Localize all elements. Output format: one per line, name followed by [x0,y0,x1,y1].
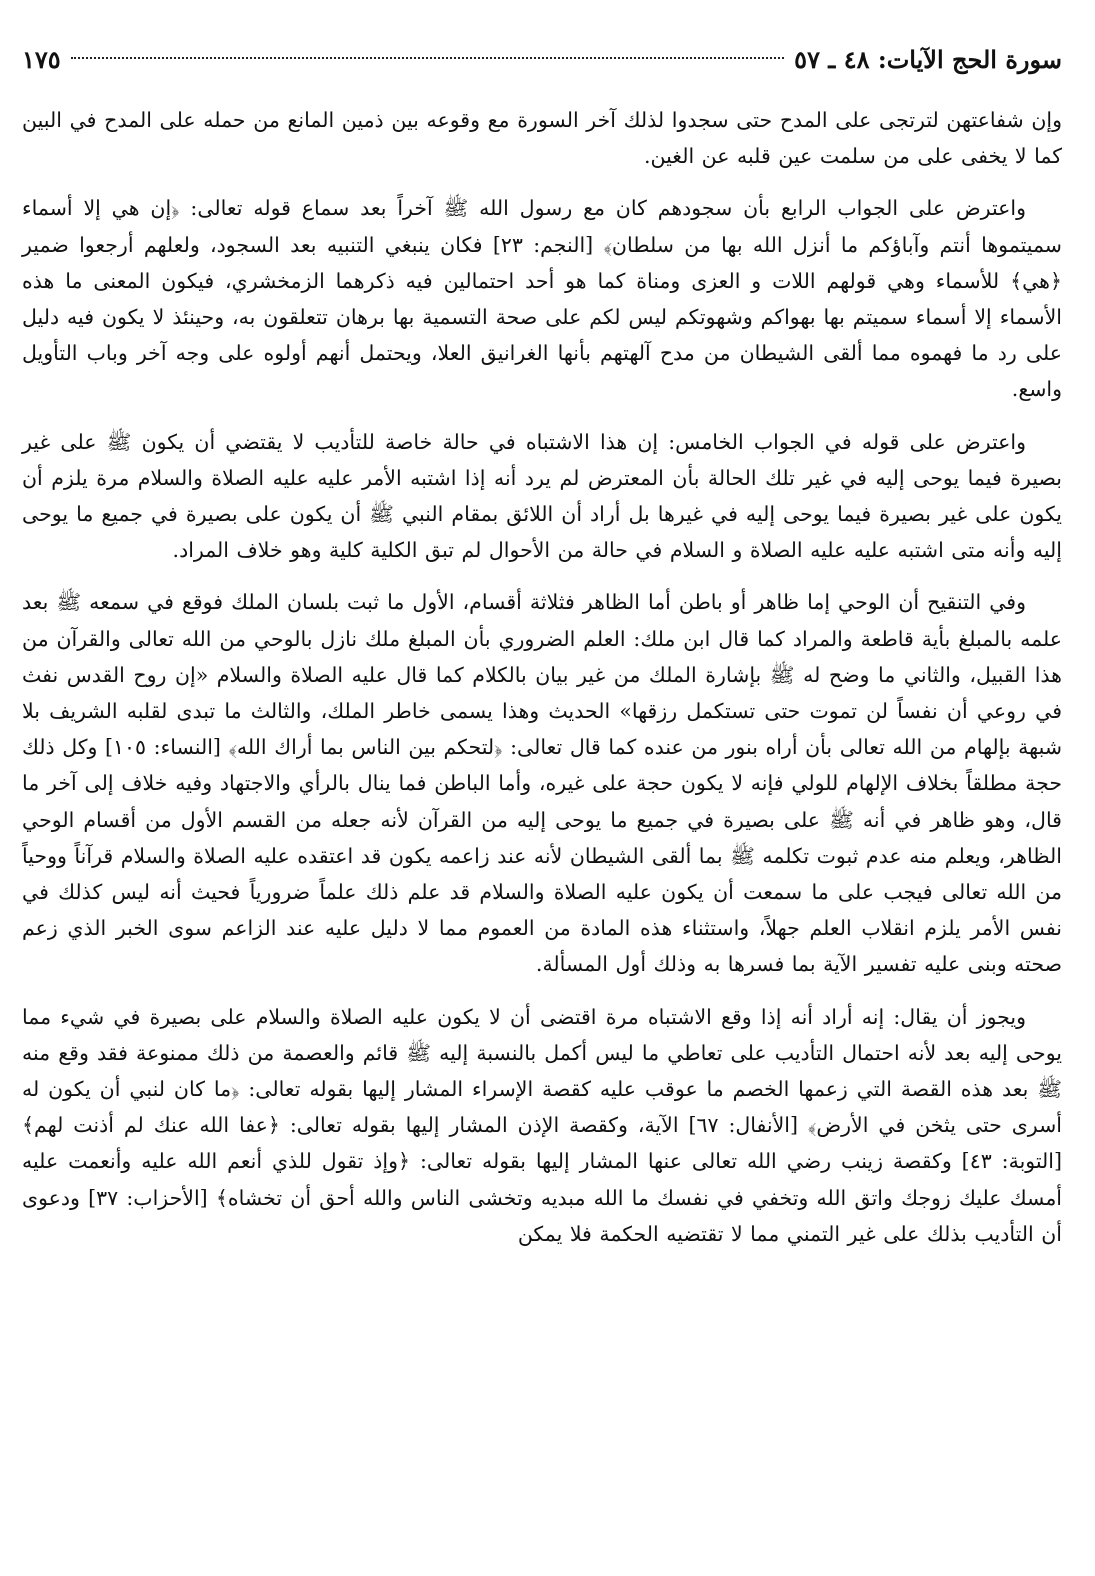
page-number: ١٧٥ [22,45,61,74]
paragraph-4: وفي التنقيح أن الوحي إما ظاهر أو باطن أما الظاهر فثلاثة أقسام، الأول ما ثبت بلسان الملك فوقع في سمعه ﷺ بعد علمه بالمبلغ بأية قاطعة والمراد كما قال ابن ملك: العلم الضروري بأن المبلغ ملك نازل بالوحي من الله تعالى والقرآن من هذا القبيل، والثاني ما وضح له ﷺ بإشارة الملك من غير بيان بالكلام كما قال عليه الصلاة والسلام «إن روح القدس نفث في روعي أن نفساً لن تموت حتى تستكمل رزقها» الحديث وهذا يسمى خاطر الملك، والثالث ما تبدى لقلبه الشريف بلا شبهة بإلهام من الله تعالى بأن أراه بنور من عنده كما قال تعالى: ﴿لتحكم بين الناس بما أراك الله﴾ [النساء: ١٠٥] وكل ذلك حجة مطلقاً بخلاف الإلهام للولي فإنه لا يكون حجة على غيره، وأما الباطن فما ينال بالرأي والاجتهاد وفيه خلاف إلى آخر ما قال، وهو ظاهر في أنه ﷺ على بصيرة في جميع ما يوحى إليه من القرآن لأنه جعله من القسم الأول من أقسام الوحي الظاهر، ويعلم منه عدم ثبوت تكلمه ﷺ بما ألقى الشيطان لأنه عند زاعمه يكون قد اعتقده عليه الصلاة والسلام قرآناً ووحياً من الله تعالى فيجب على ما سمعت أن يكون عليه الصلاة والسلام قد علم ذلك علماً ضرورياً فحيث أنه ليس كذلك في نفس الأمر يلزم انقلاب العلم جهلاً، واستثناء هذه المادة من العموم مما لا دليل عليه عند الزاعم سوى الخبر الذي زعم صحته وبنى عليه تفسير الآية بما فسرها به وذلك أول المسألة. [22,590,1062,977]
dotted-leader [71,57,785,59]
paragraph-5: ويجوز أن يقال: إنه أراد أنه إذا وقع الاشتباه مرة اقتضى أن لا يكون عليه الصلاة والسلام على بصيرة في شيء مما يوحى إليه بعد لأنه احتمال التأديب على تعاطي ما ليس أكمل بالنسبة إليه ﷺ قائم والعصمة من ذلك ممنوعة فقد وقع منه ﷺ بعد هذه القصة التي زعمها الخصم ما عوقب عليه كقصة الإسراء المشار إليها بقوله تعالى: ﴿ما كان لنبي أن يكون له أسرى حتى يثخن في الأرض﴾ [الأنفال: ٦٧] الآية، وكقصة الإذن المشار إليها بقوله تعالى: ﴿عفا الله عنك لم أذنت لهم﴾ [التوبة: ٤٣] وكقصة زينب رضي الله تعالى عنها المشار إليها بقوله تعالى: ﴿وإذ تقول للذي أنعم الله عليه وأنعمت عليه أمسك عليك زوجك واتق الله وتخفي في نفسك ما الله مبديه وتخشى الناس والله أحق أن تخشاه﴾ [الأحزاب: ٣٧] ودعوى أن التأديب بذلك على غير التمني مما لا تقتضيه الحكمة فلا يمكن [22,1004,1062,1246]
running-header [22,40,1062,92]
paragraph-3: واعترض على قوله في الجواب الخامس: إن هذا الاشتباه في حالة خاصة للتأديب لا يقتضي أن يكون ﷺ على غير بصيرة فيما يوحى إليه في غير تلك الحالة بأن المعترض لم يرد أنه إذا اشتبه الأمر عليه عليه الصلاة والسلام مرة يلزم أن يكون على غير بصيرة فيما يوحى إليه في غيرها بل أراد أن اللائق بمقام النبي ﷺ أن يكون على بصيرة في جميع ما يوحى إليه وأنه متى اشتبه عليه عليه الصلاة و السلام في حالة من الأحوال لم تبق الكلية كلية وهو خلاف المراد. [22,429,1062,563]
paragraph-2: واعترض على الجواب الرابع بأن سجودهم كان مع رسول الله ﷺ آخراً بعد سماع قوله تعالى: ﴿إن هي إلا أسماء سميتموها أنتم وآباؤكم ما أنزل الله بها من سلطان﴾ [النجم: ٢٣] فكان ينبغي التنبيه بعد السجود، ولعلهم أرجعوا ضمير ﴿هي﴾ للأسماء وهي قولهم اللات و العزى ومناة كما هو أحد احتمالين فيه ذكرهما الزمخشري، فيكون المعنى ما هذه الأسماء إلا أسماء سميتم بها بهواكم وشهوتكم ليس لكم على صحة التسمية بها برهان تتعلقون به، وحينئذ لا يكون فيه دليل على رد ما فهموه مما ألقى الشيطان من مدح آلهتهم بأنها الغرانيق العلا، ويحتمل أنهم أولوه على وجه آخر وباب التأويل واسع. [22,196,1062,402]
body-text [22,102,1062,1252]
paragraph-1: وإن شفاعتهن لترتجى على المدح حتى سجدوا لذلك آخر السورة مع وقوعه بين ذمين المانع من حمله على المدح في البين كما لا يخفى على من سلمت عين قلبه عن الغين. [22,108,1062,169]
surah-verses-title: سورة الحج الآيات: ٤٨ ـ ٥٧ [794,45,1062,74]
book-page [22,40,1062,1550]
